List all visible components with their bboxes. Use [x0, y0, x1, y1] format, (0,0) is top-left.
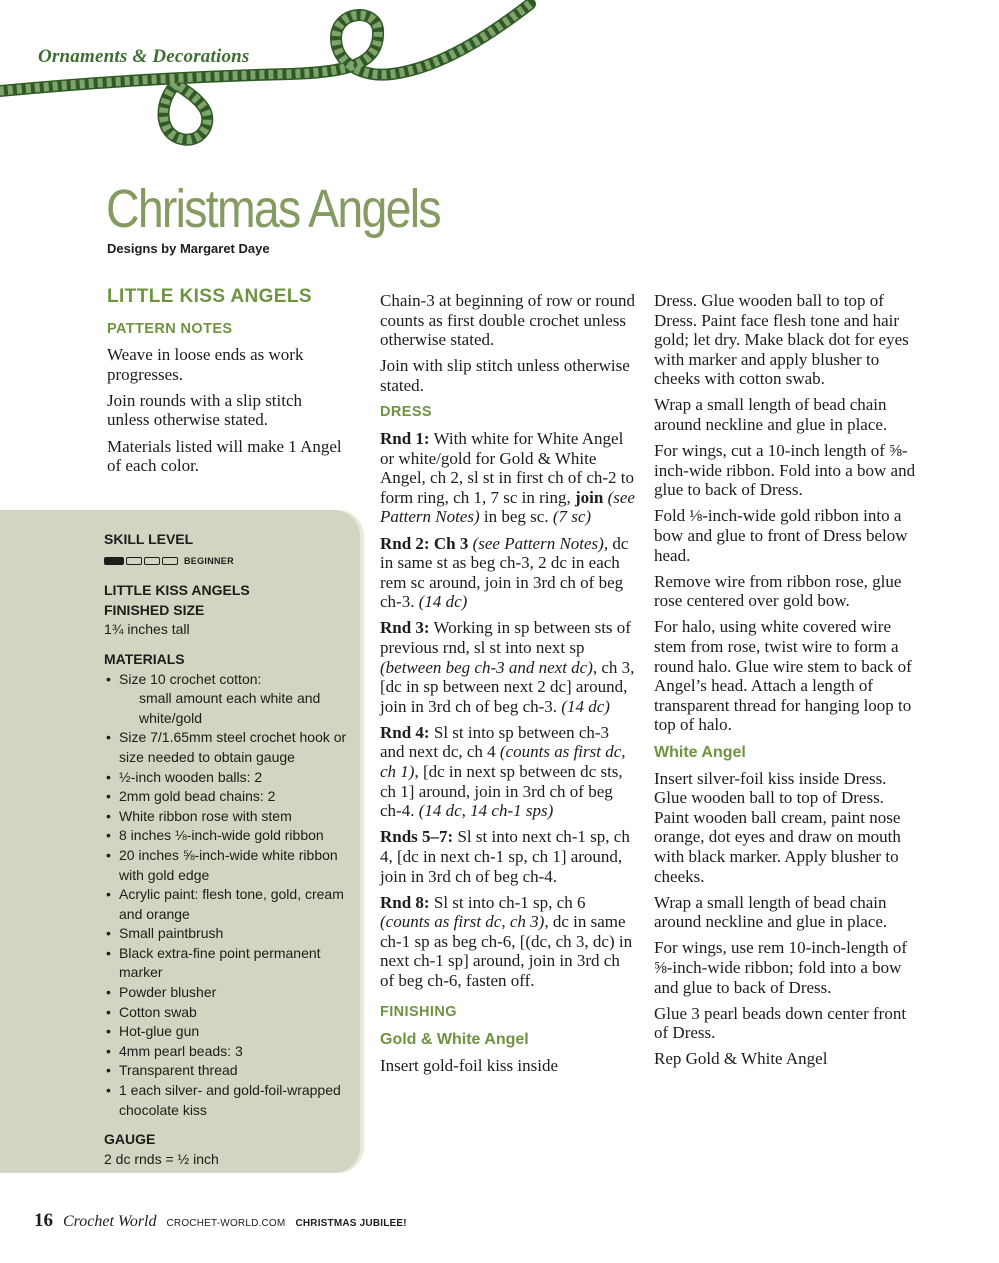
- column-2: [380, 291, 636, 1082]
- materials-list: [104, 670, 354, 1121]
- round-text: Sl st into sp between ch-3 and next dc, ch 4: [380, 722, 610, 762]
- round-label: Rnd 2: Ch 3: [380, 533, 469, 553]
- round-text: dc in same st as beg ch-3, 2 dc in each rem sc around, join in 3rd ch of beg ch-3.: [380, 533, 629, 612]
- materials-item: • Cotton swab: [104, 1003, 354, 1023]
- round-label: Rnd 3:: [380, 618, 430, 638]
- materials-item: • White ribbon rose with stem: [104, 807, 354, 827]
- page-title: Christmas Angels: [106, 179, 440, 239]
- materials-item: • ½-inch wooden balls: 2: [104, 768, 354, 788]
- pattern-notes-heading: PATTERN NOTES: [107, 320, 233, 337]
- finished-size-value: 1¾ inches tall: [104, 621, 190, 638]
- skill-box-empty-icon: [126, 557, 142, 565]
- skill-box-empty-icon: [162, 557, 178, 565]
- materials-item: • Small paintbrush: [104, 924, 354, 944]
- round-join: join: [575, 487, 604, 507]
- finishing-paragraph: Remove wire from ribbon rose, glue rose centered over gold bow.: [654, 571, 902, 611]
- round-note: (counts as first dc, ch 1): [380, 742, 626, 782]
- round-8-instruction: [380, 893, 636, 991]
- gold-white-angel-paragraph: Insert gold-foil kiss inside: [380, 1055, 559, 1075]
- round-count: (14 dc, 14 ch-1 sps): [418, 801, 554, 821]
- materials-item: • Black extra-fine point permanent marker: [104, 944, 354, 983]
- finishing-paragraph: For wings, cut a 10-inch length of ⅝-inch-wide ribbon. Fold into a bow and glue to back of Dress.: [654, 441, 916, 500]
- byline: Designs by Margaret Daye: [107, 241, 270, 256]
- round-label: Rnd 8:: [380, 892, 430, 912]
- round-text: Sl st into next ch-1 sp, ch 4, [dc in next ch-1 sp, ch 1] around, join in 3rd ch of beg ch-4.: [380, 827, 630, 886]
- materials-heading: MATERIALS: [104, 650, 185, 667]
- round-text: With white for White Angel or white/gold for Gold & White Angel, ch 2, sl st in first ch of ch-2 to form ring, ch 1, 7 sc in ring,: [380, 429, 635, 507]
- round-count: (14 dc): [561, 696, 610, 716]
- round-note: (see Pattern Notes),: [468, 533, 609, 553]
- round-label: Rnds 5–7:: [380, 827, 454, 847]
- materials-item: • Size 7/1.65mm steel crochet hook or size needed to obtain gauge: [104, 728, 354, 767]
- round-1-instruction: [380, 429, 636, 527]
- round-text: Sl st into ch-1 sp, ch 6: [429, 892, 586, 912]
- white-angel-paragraph: Insert silver-foil kiss inside Dress. Glue wooden ball to top of Dress. Paint wooden ball cream, paint nose orange, dot eyes and draw on mouth with black marker. Apply blusher to cheeks.: [654, 768, 901, 886]
- note-paragraph: Join rounds with a slip stitch unless otherwise stated.: [107, 390, 303, 430]
- finishing-paragraph: For halo, using white covered wire stem from rose, twist wire to form a round halo. Glue wire stem to back of Angel’s head. Attach a length of transparent thread for hanging loop to top of halo.: [654, 617, 912, 735]
- finishing-paragraph: Fold ⅛-inch-wide gold ribbon into a bow and glue to front of Dress below head.: [654, 506, 908, 565]
- skill-level-meter: [104, 552, 354, 572]
- column-3: [654, 291, 916, 1075]
- finishing-paragraph: Wrap a small length of bead chain around neckline and glue in place.: [654, 395, 888, 435]
- gauge-heading: GAUGE: [104, 1131, 156, 1148]
- note-paragraph: Weave in loose ends as work progresses.: [107, 345, 304, 384]
- materials-item: [104, 670, 354, 729]
- materials-item: • Transparent thread: [104, 1061, 354, 1081]
- gold-white-angel-heading: Gold & White Angel: [380, 1031, 529, 1049]
- materials-subitem: small amount each white and white/gold: [139, 690, 321, 726]
- section-tag: Ornaments & Decorations: [38, 46, 250, 67]
- materials-item: • 8 inches ⅛-inch-wide gold ribbon: [104, 826, 354, 846]
- materials-item: • 20 inches ⅝-inch-wide white ribbon with gold edge: [104, 846, 354, 885]
- materials-item-text: Size 10 crochet cotton:: [119, 670, 262, 687]
- magazine-name: Crochet World: [63, 1213, 157, 1230]
- column-1: [107, 287, 347, 482]
- round-label: Rnd 1:: [380, 429, 430, 449]
- skill-level-label: BEGINNER: [184, 555, 234, 566]
- rope-garland-decoration: [0, 0, 560, 150]
- white-angel-paragraph: Rep Gold & White Angel: [654, 1049, 828, 1069]
- round-2-instruction: [380, 534, 636, 612]
- finished-size-heading-2: FINISHED SIZE: [104, 601, 205, 618]
- materials-sidebar-content: [104, 530, 354, 1169]
- round-count: (14 dc): [418, 592, 468, 612]
- round-text: , ch 3, [dc in sp between next 2 dc] around, join in 3rd ch of beg ch-3.: [380, 657, 635, 716]
- skill-level-heading: SKILL LEVEL: [104, 531, 194, 547]
- round-note: (between beg ch-3 and next dc): [380, 657, 593, 677]
- round-text: , [dc in next sp between dc sts, ch 1] around, join in 3rd ch of beg ch-4.: [380, 762, 623, 821]
- round-4-instruction: [380, 723, 636, 821]
- white-angel-paragraph: For wings, use rem 10-inch-length of ⅝-inch-wide ribbon; fold into a bow and glue to back of Dress.: [654, 938, 908, 997]
- pattern-heading: LITTLE KISS ANGELS: [107, 286, 312, 307]
- skill-box-empty-icon: [144, 557, 160, 565]
- gauge-value: 2 dc rnds = ½ inch: [104, 1150, 219, 1167]
- rounds-5-7-instruction: [380, 827, 636, 886]
- intro-paragraph: Join with slip stitch unless otherwise stated.: [380, 356, 630, 395]
- materials-item: • Hot-glue gun: [104, 1022, 354, 1042]
- materials-item: • Acrylic paint: flesh tone, gold, cream and orange: [104, 885, 354, 924]
- skill-box-filled-icon: [104, 557, 124, 565]
- round-count: (7 sc): [552, 507, 592, 527]
- intro-paragraph: Chain-3 at beginning of row or round counts as first double crochet unless otherwise stated.: [380, 291, 635, 350]
- note-paragraph: Materials listed will make 1 Angel of each color.: [107, 436, 342, 476]
- materials-item: • 4mm pearl beads: 3: [104, 1042, 354, 1062]
- round-text: in beg sc.: [479, 507, 553, 527]
- round-3-instruction: [380, 618, 636, 716]
- materials-item: • 2mm gold bead chains: 2: [104, 787, 354, 807]
- round-text: , dc in same ch-1 sp as beg ch-6, [(dc, ch 3, dc) in next ch-1 sp] around, join in 3rd ch of beg ch-6, fasten off.: [380, 912, 633, 990]
- white-angel-paragraph: Glue 3 pearl beads down center front of Dress.: [654, 1003, 907, 1043]
- finished-size-heading: LITTLE KISS ANGELS: [104, 582, 250, 599]
- white-angel-paragraph: Wrap a small length of bead chain around neckline and glue in place.: [654, 892, 888, 932]
- magazine-url: CROCHET-WORLD.COM: [166, 1218, 286, 1229]
- round-label: Rnd 4:: [380, 722, 430, 742]
- round-note: (see Pattern Notes): [380, 487, 635, 527]
- page-footer: [34, 1210, 407, 1232]
- dress-heading: DRESS: [380, 404, 432, 421]
- round-text: Working in sp between sts of previous rnd, sl st into next sp: [380, 618, 631, 657]
- finishing-paragraph: Dress. Glue wooden ball to top of Dress. Paint face flesh tone and hair gold; let dry. Make black dot for eyes with marker and apply blusher to cheeks with cotton swab.: [654, 291, 909, 389]
- round-note: (counts as first dc, ch 3): [380, 912, 545, 932]
- materials-item: • Powder blusher: [104, 983, 354, 1003]
- finishing-heading: FINISHING: [380, 1003, 457, 1020]
- materials-item: • 1 each silver- and gold-foil-wrapped chocolate kiss: [104, 1081, 354, 1120]
- issue-name: CHRISTMAS JUBILEE!: [295, 1218, 407, 1229]
- white-angel-heading: White Angel: [654, 743, 746, 761]
- page-number: 16: [34, 1210, 53, 1231]
